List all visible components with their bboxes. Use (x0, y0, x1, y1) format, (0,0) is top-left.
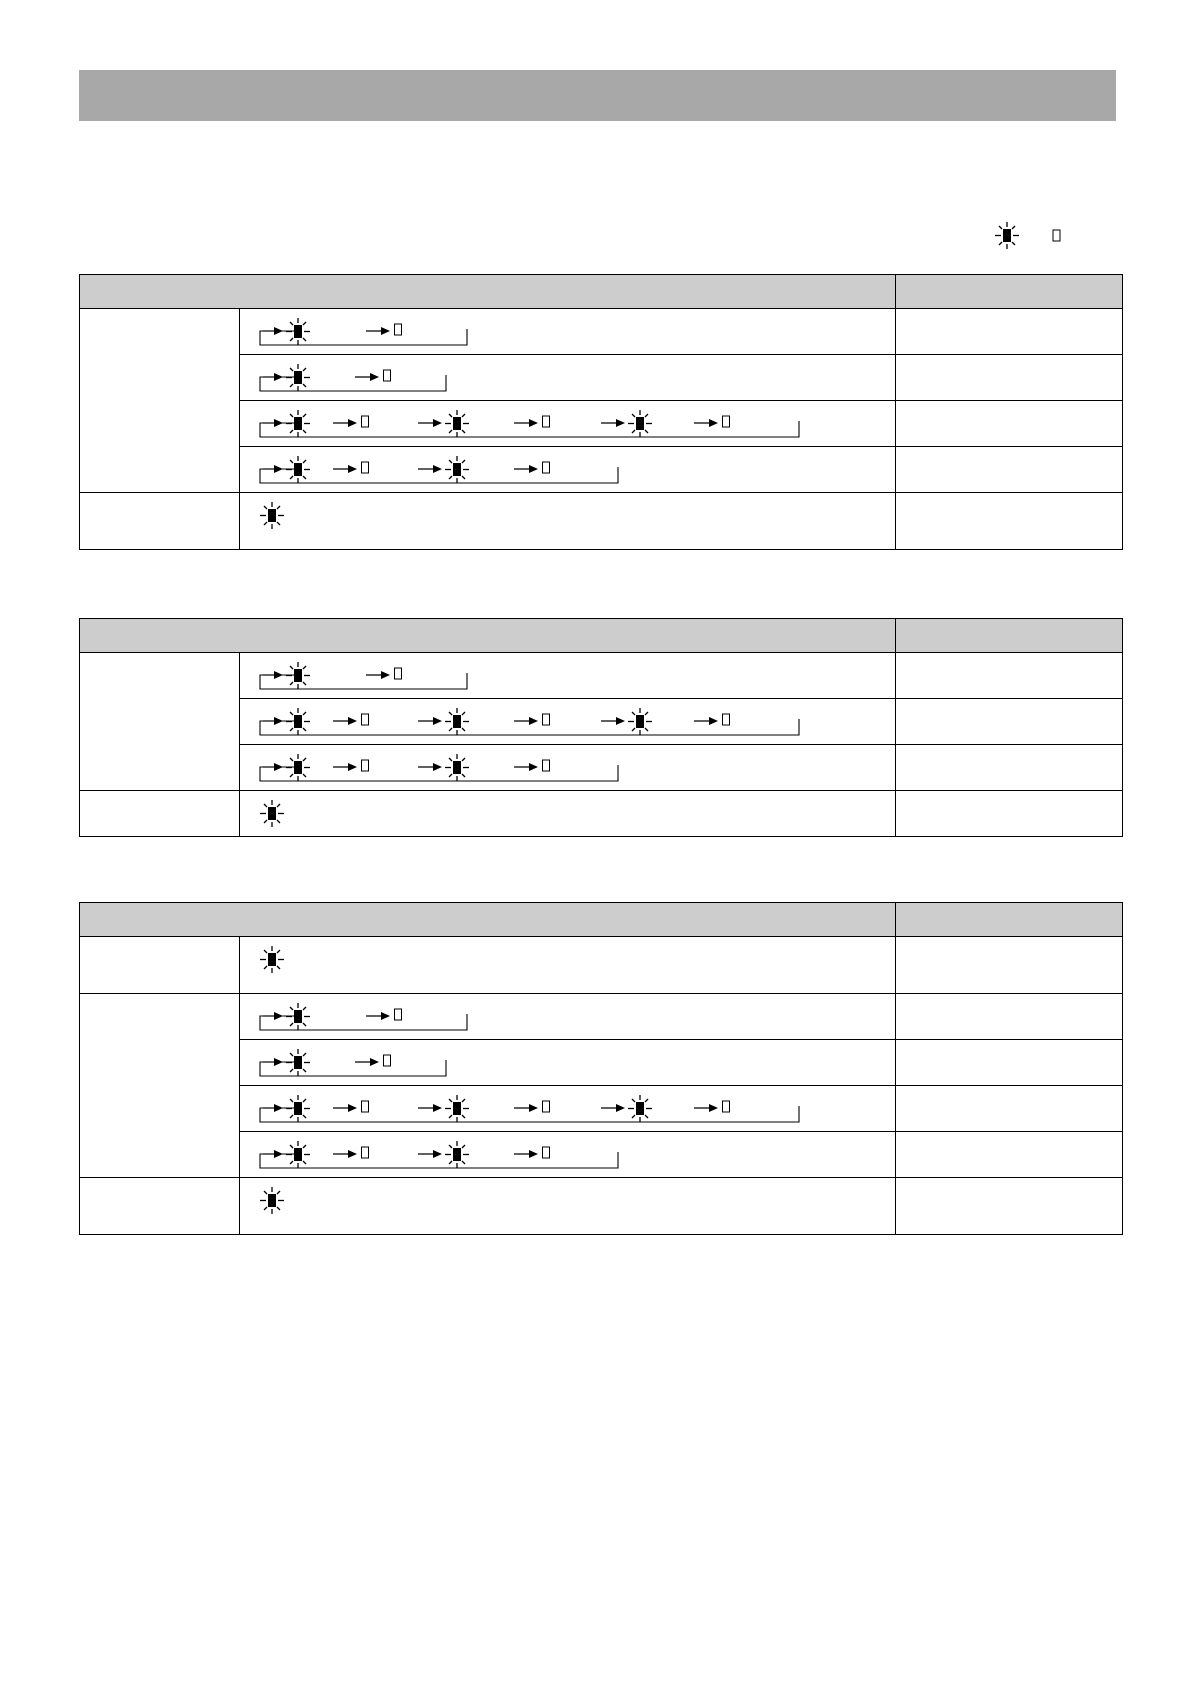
table-row (80, 994, 1123, 1040)
flashing-lamp-icon (286, 456, 310, 483)
lamp-pattern-cell (240, 355, 896, 401)
description-cell (896, 309, 1123, 355)
arrow-icon (418, 717, 442, 725)
steady-pattern (240, 493, 895, 549)
unlit-lamp-icon (362, 760, 369, 771)
condition-cell (80, 309, 240, 493)
lamp-pattern-cell (240, 447, 896, 493)
condition-cell (80, 493, 240, 550)
unlit-lamp-icon (395, 668, 402, 679)
unlit-lamp-icon (543, 1101, 550, 1112)
description-cell (896, 745, 1123, 791)
table-row (80, 309, 1123, 355)
arrow-icon (263, 1012, 283, 1020)
section-title-bar (79, 70, 1116, 121)
unlit-lamp-icon (362, 714, 369, 725)
arrow-icon (355, 1058, 379, 1066)
condition-cell (80, 1178, 240, 1235)
header-cell (80, 903, 896, 937)
unlit-lamp-icon (384, 1055, 391, 1066)
flashing-lamp-icon (628, 1095, 652, 1122)
flashing-lamp-icon (260, 502, 284, 529)
flashing-lamp-icon (260, 946, 284, 973)
arrow-icon (366, 671, 390, 679)
steady-pattern (240, 937, 895, 993)
flashing-lamp-icon (286, 1049, 310, 1076)
arrow-icon (366, 1012, 390, 1020)
arrow-icon (333, 465, 357, 473)
lamp-pattern-cell (240, 653, 896, 699)
unlit-lamp-icon (543, 714, 550, 725)
condition-cell (80, 937, 240, 994)
unlit-lamp-icon (723, 714, 730, 725)
lamp-pattern-cell (240, 1178, 896, 1235)
unlit-lamp-icon (362, 416, 369, 427)
arrow-icon (514, 1104, 538, 1112)
condition-cell (80, 653, 240, 791)
unlit-lamp-icon (1053, 230, 1060, 241)
description-cell (896, 791, 1123, 837)
unlit-lamp-icon (723, 1101, 730, 1112)
unlit-lamp-icon (362, 1147, 369, 1158)
unlit-lamp-icon (362, 1101, 369, 1112)
arrow-icon (694, 717, 718, 725)
unlit-lamp-icon (384, 370, 391, 381)
arrow-icon (263, 763, 283, 771)
lamp-pattern-cell (240, 937, 896, 994)
lamp-pattern-cell (240, 1086, 896, 1132)
arrow-icon (355, 373, 379, 381)
flashing-lamp-icon (260, 1187, 284, 1214)
arrow-icon (333, 1104, 357, 1112)
lamp-pattern-cell (240, 994, 896, 1040)
arrow-icon (263, 1150, 283, 1158)
flashing-lamp-icon (286, 364, 310, 391)
arrow-icon (263, 1058, 283, 1066)
unlit-lamp-icon (543, 462, 550, 473)
unlit-lamp-icon (362, 462, 369, 473)
arrow-icon (263, 419, 283, 427)
led-pattern-table-3 (79, 902, 1123, 1235)
flashing-lamp-icon (995, 222, 1019, 249)
unlit-lamp-icon (543, 1147, 550, 1158)
condition-cell (80, 791, 240, 837)
arrow-icon (263, 327, 283, 335)
arrow-icon (418, 465, 442, 473)
arrow-icon (263, 1104, 283, 1112)
lamp-pattern-cell (240, 699, 896, 745)
table-header (80, 619, 1123, 653)
arrow-icon (333, 717, 357, 725)
lamp-pattern-cell (240, 745, 896, 791)
cycle-pattern (240, 653, 895, 698)
condition-cell (80, 994, 240, 1178)
led-pattern-table-2 (79, 618, 1123, 837)
arrow-icon (418, 1104, 442, 1112)
flashing-lamp-icon (286, 1095, 310, 1122)
description-cell (896, 937, 1123, 994)
description-cell (896, 1040, 1123, 1086)
flashing-lamp-icon (260, 800, 284, 827)
cycle-pattern (240, 309, 895, 354)
description-cell (896, 355, 1123, 401)
unlit-lamp-icon (543, 416, 550, 427)
arrow-icon (418, 763, 442, 771)
arrow-icon (601, 717, 625, 725)
unlit-lamp-icon (543, 760, 550, 771)
flashing-lamp-icon (445, 708, 469, 735)
table-header (80, 275, 1123, 309)
arrow-icon (514, 763, 538, 771)
legend (990, 222, 1090, 250)
cycle-pattern (240, 1132, 895, 1177)
arrow-icon (601, 1104, 625, 1112)
arrow-icon (366, 327, 390, 335)
header-cell (896, 275, 1123, 309)
flashing-lamp-icon (445, 1095, 469, 1122)
flashing-lamp-icon (286, 708, 310, 735)
unlit-lamp-icon (723, 416, 730, 427)
cycle-pattern (240, 447, 895, 492)
steady-pattern (240, 791, 895, 836)
arrow-icon (333, 763, 357, 771)
cycle-pattern (240, 745, 895, 790)
lamp-pattern-cell (240, 401, 896, 447)
description-cell (896, 1178, 1123, 1235)
arrow-icon (418, 1150, 442, 1158)
cycle-pattern (240, 1086, 895, 1131)
lamp-pattern-cell (240, 309, 896, 355)
lamp-pattern-cell (240, 791, 896, 837)
unlit-lamp-icon (395, 324, 402, 335)
arrow-icon (263, 671, 283, 679)
flashing-lamp-icon (445, 754, 469, 781)
flashing-lamp-icon (445, 456, 469, 483)
flashing-lamp-icon (445, 1141, 469, 1168)
description-cell (896, 699, 1123, 745)
lamp-pattern-cell (240, 493, 896, 550)
description-cell (896, 1132, 1123, 1178)
arrow-icon (514, 717, 538, 725)
steady-pattern (240, 1178, 895, 1234)
unlit-lamp-icon (395, 1009, 402, 1020)
arrow-icon (601, 419, 625, 427)
description-cell (896, 653, 1123, 699)
header-cell (80, 619, 896, 653)
arrow-icon (333, 419, 357, 427)
flashing-lamp-icon (286, 318, 310, 345)
arrow-icon (514, 465, 538, 473)
flashing-lamp-icon (628, 708, 652, 735)
arrow-icon (263, 465, 283, 473)
description-cell (896, 1086, 1123, 1132)
arrow-icon (514, 1150, 538, 1158)
flashing-lamp-icon (286, 410, 310, 437)
description-cell (896, 447, 1123, 493)
table-row (80, 1178, 1123, 1235)
flashing-lamp-icon (286, 754, 310, 781)
flashing-lamp-icon (286, 1141, 310, 1168)
header-cell (896, 619, 1123, 653)
arrow-icon (263, 373, 283, 381)
table-row (80, 937, 1123, 994)
cycle-pattern (240, 1040, 895, 1085)
arrow-icon (694, 1104, 718, 1112)
cycle-pattern (240, 355, 895, 400)
description-cell (896, 994, 1123, 1040)
led-pattern-table-1 (79, 274, 1123, 550)
cycle-pattern (240, 994, 895, 1039)
header-cell (896, 903, 1123, 937)
description-cell (896, 493, 1123, 550)
flashing-lamp-icon (286, 1003, 310, 1030)
table-row (80, 653, 1123, 699)
flashing-lamp-icon (286, 662, 310, 689)
flashing-lamp-icon (445, 410, 469, 437)
cycle-pattern (240, 699, 895, 744)
arrow-icon (418, 419, 442, 427)
arrow-icon (514, 419, 538, 427)
flashing-lamp-icon (628, 410, 652, 437)
lamp-pattern-cell (240, 1040, 896, 1086)
table-row (80, 493, 1123, 550)
table-row (80, 791, 1123, 837)
table-header (80, 903, 1123, 937)
arrow-icon (333, 1150, 357, 1158)
lamp-pattern-cell (240, 1132, 896, 1178)
arrow-icon (694, 419, 718, 427)
arrow-icon (263, 717, 283, 725)
header-cell (80, 275, 896, 309)
cycle-pattern (240, 401, 895, 446)
description-cell (896, 401, 1123, 447)
